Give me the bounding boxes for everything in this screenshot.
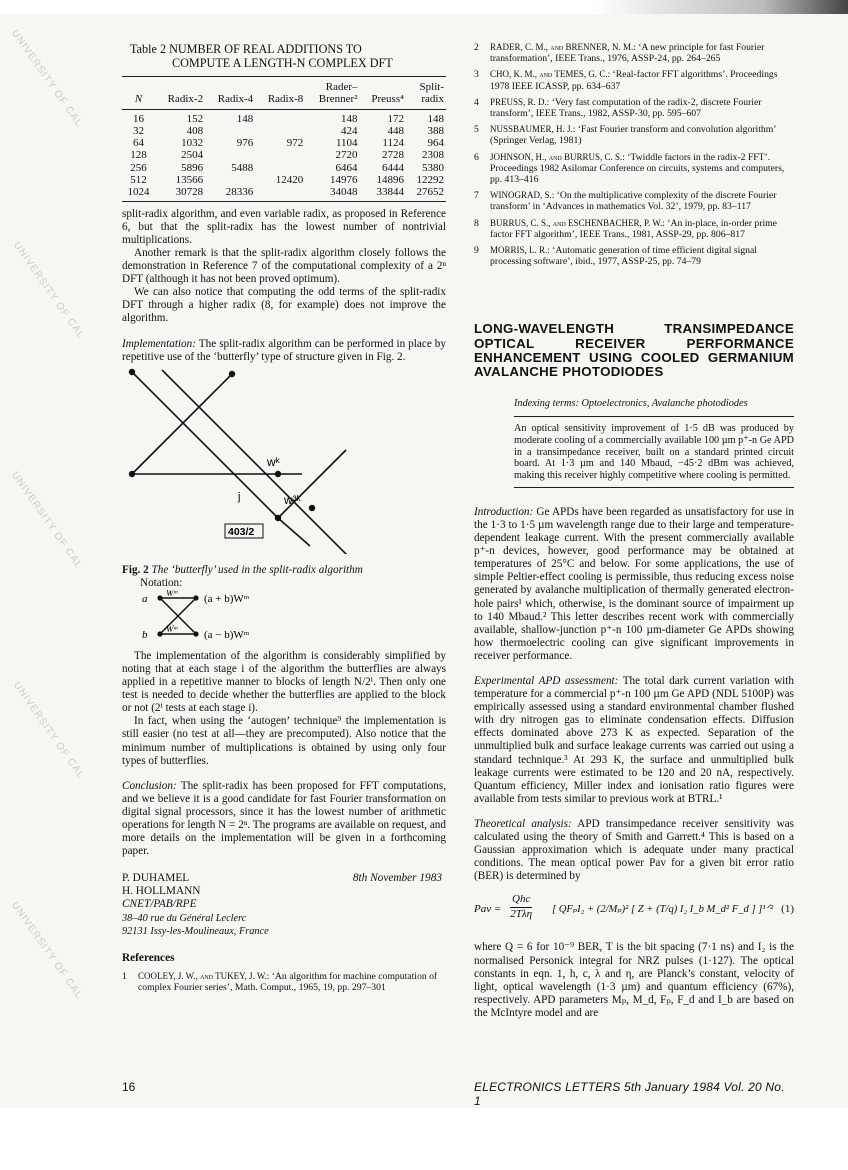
table-row bbox=[122, 162, 446, 174]
table-header-cell: Rader– Brenner² bbox=[305, 77, 359, 110]
table-cell: 6464 bbox=[335, 161, 358, 174]
table-cell: 14896 bbox=[376, 174, 404, 187]
paragraph: Conclusion: The split-radix has been proposed for FFT computations, and we believe it is a good candidate for fast Fourier transformation on digital signal processors, since it has the lowest number of arithmetic operations for length N = 2ⁿ. The programs are available on request, and more details on the implementation will be given in a forthcoming paper. bbox=[122, 779, 446, 858]
butterfly-node bbox=[157, 631, 162, 636]
table-cell: 148 bbox=[236, 112, 254, 125]
left-margin bbox=[0, 0, 100, 1110]
additions-table bbox=[122, 76, 446, 202]
table-cell: 13566 bbox=[175, 174, 204, 187]
table-cell: 34048 bbox=[305, 186, 359, 201]
reference-item: 8 BURRUS, C. S., and ESCHENBACHER, P. W.: ‘An in-place, in-order prime factor FFT algorithm’, IEEE Trans., 1981, ASSP-29, pp. 806–817 bbox=[474, 217, 777, 240]
table-cell: 16 bbox=[133, 112, 144, 125]
scan-edge-top bbox=[0, 0, 848, 14]
equation-1 bbox=[474, 889, 794, 933]
notation-label: Notation: bbox=[140, 576, 183, 589]
twiddle-label: wᵏ bbox=[267, 454, 280, 469]
paragraph: In fact, when using the ‘autogen’ technique⁹ the implementation is still easier (no test at all—they are precomputed). Also notice that the minimum number of multiplications is obtained by using only four types of butterflies. bbox=[122, 715, 446, 767]
table-cell: 512 bbox=[130, 174, 147, 187]
table-cell: 972 bbox=[286, 137, 304, 150]
paragraph: Implementation: The split-radix algorithm can be performed in place by repetitive use of the ‘butterfly’ type of structure given in Fig. 2. bbox=[122, 337, 446, 363]
table-cell: 1124 bbox=[382, 137, 404, 150]
reference-item: 2 RADER, C. M., and BRENNER, N. M.: ‘A new principle for fast Fourier transformation’, IEEE Trans., 1976, ASSP-24, pp. 264–265 bbox=[474, 42, 765, 65]
table-cell: 424 bbox=[341, 124, 358, 137]
table-cell bbox=[205, 174, 255, 186]
butterfly-line bbox=[278, 518, 310, 546]
library-stamp: UNIVERSITY OF CAL bbox=[10, 240, 87, 342]
table-cell bbox=[255, 149, 305, 161]
abstract: An optical sensitivity improvement of 1·5 dB was produced by moderate cooling of a commercially available 100 µm p⁺-n Ge APD in a transimpedance receiver, built on a standard printed circuit board. At 1·3 µm and 140 Mbaud, −45·2 dBm was achieved, making this receiver highly competitive where cooling is permitted. bbox=[514, 423, 794, 482]
twiddle-label: w³ᵏ bbox=[284, 492, 301, 507]
table-cell: 33844 bbox=[360, 186, 406, 201]
table-cell: 5380 bbox=[422, 161, 444, 174]
reference-item: 4 PREUSS, R. D.: ‘Very fast computation of the radix-2, discrete Fourier transform’, IEEE Trans., 1982, ASSP-30, pp. 595–607 bbox=[474, 96, 762, 120]
table-cell bbox=[255, 109, 305, 125]
input-a-label: a bbox=[142, 592, 148, 605]
butterfly-node bbox=[129, 369, 135, 375]
butterfly-line bbox=[132, 372, 278, 518]
paragraph: where Q = 6 for 10⁻⁹ BER, T is the bit spacing (7·1 ns) and I₂ is the normalised Personick integral for NRZ pulses (1·127). The optical constants in eqn. 1, h, c, λ and η, are Planck’s constant, velocity of light, optical wavelength (1·3 µm) and quantum efficiency (67%), respectively. APD parameters Mₚ, M_d, Fₚ, F_d and I_b are based on the McIntyre model and are bbox=[474, 941, 794, 1019]
table-row bbox=[122, 174, 446, 186]
library-stamp: UNIVERSITY OF CAL bbox=[10, 680, 87, 782]
table-cell: 32 bbox=[133, 124, 144, 137]
table-header-cell: Preuss⁴ bbox=[360, 77, 406, 110]
notation-diagram bbox=[140, 590, 340, 650]
table-row bbox=[122, 149, 446, 161]
table-cell bbox=[255, 125, 305, 137]
indexing-terms: Indexing terms: Optoelectronics, Avalanche photodiodes bbox=[514, 397, 794, 417]
reference-list bbox=[474, 42, 794, 267]
abstract-box bbox=[514, 397, 794, 482]
table-cell: 148 bbox=[427, 112, 444, 125]
table-cell: 12420 bbox=[275, 174, 304, 187]
table-cell: 12292 bbox=[416, 174, 444, 187]
equation-number: (1) bbox=[781, 903, 794, 916]
reference-item: 3 CHO, K. M., and TEMES, G. C.: ‘Real-factor FFT algorithms’. Proceedings 1978 IEEE ICASSP, pp. 634–637 bbox=[474, 69, 778, 92]
twiddle-label: Wᵐ bbox=[166, 623, 178, 634]
table-cell: 5896 bbox=[181, 161, 204, 174]
butterfly-figure bbox=[122, 364, 446, 564]
references-heading: References bbox=[122, 951, 175, 964]
reference-item: 6 JOHNSON, H., and BURRUS, C. S.: ‘Twiddle factors in the radix-2 FFT’. Proceedings 1982 Asilomar Conference on circuits, systems and computers, pp. 413–416 bbox=[474, 151, 785, 186]
table-cell: 5488 bbox=[231, 161, 254, 174]
table-header-cell: Radix-8 bbox=[255, 77, 305, 110]
butterfly-node bbox=[275, 515, 281, 521]
input-b-label: b bbox=[142, 628, 148, 641]
table-cell: 30728 bbox=[155, 186, 205, 201]
table-header-row bbox=[122, 77, 446, 110]
table-cell: 448 bbox=[387, 124, 404, 137]
butterfly-node bbox=[193, 595, 198, 600]
table-header-cell: Radix-4 bbox=[205, 77, 255, 110]
paragraph: Another remark is that the split-radix algorithm closely follows the demonstration in Reference 7 of the computational complexity of a 2ⁿ DFT (although it has not been proved optimum). bbox=[122, 246, 446, 286]
table-row bbox=[122, 109, 446, 125]
table-cell: 14976 bbox=[330, 174, 358, 187]
affiliation: CNET/PAB/RPE bbox=[122, 898, 197, 911]
table-cell: 1024 bbox=[122, 186, 155, 201]
table-cell bbox=[205, 149, 255, 161]
paragraph: Experimental APD assessment: The total dark current variation with temperature for a commercial p⁺-n 100 µm Ge APD (NDL 5100P) was empirically assessed using a standard environmental chamber flushed with dry nitrogen gas to eliminate condensation effects. Diffusion effects dominated above 273 K as expected. Separation of the unmultiplied bulk and surface leakage currents was carried out using a standard technique.³ At 293 K, the surface and unmultiplied bulk leakage currents were estimated to be 120 and 20 nA, respectively. Quantum efficiency, Miller index and ionisation ratio figures were available from tests similar to previous work at BTRL.¹ bbox=[474, 675, 794, 805]
table-header-cell: Radix-2 bbox=[155, 77, 205, 110]
table-cell: 6444 bbox=[381, 161, 404, 174]
right-column bbox=[474, 42, 794, 1020]
author-name: H. HOLLMANN bbox=[122, 885, 201, 898]
table-cell bbox=[205, 125, 255, 137]
table-header-cell: Split- radix bbox=[406, 77, 446, 110]
butterfly-node bbox=[193, 631, 198, 636]
table-cell: 2720 bbox=[335, 149, 358, 162]
output-diff-label: (a − b)Wᵐ bbox=[204, 628, 250, 641]
twiddle-label: Wᵐ bbox=[166, 589, 178, 598]
table-cell: 408 bbox=[186, 124, 204, 137]
butterfly-diagram bbox=[122, 364, 446, 554]
equation-fraction: Qhc 2Tλη bbox=[510, 893, 533, 920]
butterfly-node bbox=[309, 505, 315, 511]
table-header-cell: N bbox=[122, 77, 155, 110]
equation-lhs: Pav = bbox=[474, 903, 502, 916]
table-cell: 172 bbox=[387, 112, 404, 125]
received-date: 8th November 1983 bbox=[352, 872, 442, 885]
page-number: 16 bbox=[122, 1080, 136, 1094]
table-row bbox=[122, 137, 446, 149]
table-body bbox=[122, 109, 446, 201]
table-row bbox=[122, 186, 446, 201]
article-headline: LONG-WAVELENGTH TRANSIMPEDANCE OPTICAL RECEIVER PERFORMANCE ENHANCEMENT USING COOLED GERMANIUM AVALANCHE PHOTODIODES bbox=[474, 321, 794, 380]
library-stamp: UNIVERSITY OF CAL bbox=[8, 470, 85, 572]
butterfly-node bbox=[157, 595, 162, 600]
table-cell: 28336 bbox=[205, 186, 255, 201]
abstract-rule bbox=[514, 487, 794, 488]
journal-footer: ELECTRONICS LETTERS 5th January 1984 Vol. 20 No. 1 bbox=[474, 1080, 785, 1108]
author-block bbox=[122, 872, 446, 937]
reference-list bbox=[122, 971, 446, 993]
paragraph: Introduction: Ge APDs have been regarded as unsatisfactory for use in the 1·3 to 1·5 µm wavelength range due to their large and temperature-dependent leakage current. With the present commercially available p⁺-n devices, however, good performance may be obtained at temperatures of 25°C and below. For some applications, the use of simple Peltier-effect cooling is permissible, thus reducing excess noise generated by avalanche multiplication of thermally generated electron-hole pairs¹ which, otherwise, is the dominant source of impairment up to 140 Mbaud.² This letter describes recent work with commercially available, shallow-junction p⁺-n 100 µm-diameter Ge APDs showing how thermoelectric cooling can give significant improvements in receiver performance. bbox=[474, 505, 794, 662]
author-name: P. DUHAMEL bbox=[122, 872, 190, 885]
table-cell: 128 bbox=[130, 149, 147, 162]
table-cell: 1032 bbox=[181, 137, 204, 150]
table-cell: 964 bbox=[427, 137, 444, 150]
paragraph: The implementation of the algorithm is considerably simplified by noting that at each stage i of the algorithm the butterflies are always applied in a repetitive manner to blocks of length N/2ⁱ. Then only one test is needed to decide whether the butterflies are applied to the block or not (2ⁱ tests at each stage i). bbox=[122, 649, 446, 715]
paragraph: We can also notice that computing the odd terms of the split-radix DFT through a higher radix (8, for example) does not improve the algorithm. bbox=[122, 286, 446, 325]
table-cell: 2504 bbox=[181, 149, 204, 162]
reference-item: 5 NUSSBAUMER, H. J.: ‘Fast Fourier transform and convolution algorithm’ (Springer Verlag, 1981) bbox=[474, 124, 776, 147]
table-cell: 1104 bbox=[335, 137, 358, 150]
butterfly-line bbox=[162, 370, 352, 554]
scan-margin-bottom bbox=[0, 1108, 848, 1170]
notation-butterfly bbox=[140, 590, 340, 650]
equation-body: [ QFₚI₂ + (2/Mₚ)² [ Z + (T/q) I₂ I_b M_d² F_d ] ]¹ᐟ² bbox=[552, 904, 774, 916]
table-cell: 388 bbox=[427, 124, 444, 137]
table-cell: 976 bbox=[236, 137, 254, 150]
affiliation: 92131 Issy-les-Moulineaux, France bbox=[122, 925, 269, 937]
left-column bbox=[122, 42, 446, 998]
affiliation: 38–40 rue du Général Leclerc bbox=[122, 912, 247, 924]
reference-item: 9 MORRIS, L. R.: ‘Automatic generation of time efficient digital signal processing software’, ibid., 1977, ASSP-25, pp. 74–79 bbox=[474, 245, 757, 268]
table-cell bbox=[255, 162, 305, 174]
table-cell: 148 bbox=[341, 112, 358, 125]
library-stamp: UNIVERSITY OF CAL bbox=[8, 28, 85, 130]
table-cell: 256 bbox=[130, 161, 147, 174]
output-sum-label: (a + b)Wᵐ bbox=[204, 592, 250, 605]
table-cell: 64 bbox=[133, 137, 144, 150]
table-cell: 152 bbox=[186, 112, 204, 125]
butterfly-node bbox=[275, 471, 281, 477]
paragraph: Theoretical analysis: APD transimpedance receiver sensitivity was calculated using the theory of Smith and Garrett.⁴ This is based on a Gaussian approximation which is adequate under many practical conditions. The mean optical power Pav for a given bit error ratio (BER) is determined by bbox=[474, 817, 795, 883]
reference-item: 1 COOLEY, J. W., and TUKEY, J. W.: ‘An algorithm for machine computation of complex Fourier series’, Math. Comput., 1965, 19, pp. 297–301 bbox=[122, 970, 438, 994]
figure-caption: Fig. 2 The ‘butterfly’ used in the split-radix algorithm bbox=[122, 563, 363, 576]
table-cell: 27652 bbox=[406, 186, 446, 201]
butterfly-node bbox=[229, 371, 235, 377]
figure-code: 403/2 bbox=[228, 525, 255, 538]
table-cell bbox=[255, 186, 305, 201]
butterfly-node bbox=[129, 471, 135, 477]
table-title: Table 2 NUMBER OF REAL ADDITIONS TO COMPUTE A LENGTH-N COMPLEX DFT bbox=[130, 42, 393, 70]
table-cell: 2728 bbox=[381, 149, 404, 162]
node-label: j bbox=[238, 490, 241, 503]
table-cell: 2308 bbox=[422, 149, 444, 162]
table-row bbox=[122, 125, 446, 137]
library-stamp: UNIVERSITY OF CAL bbox=[8, 900, 85, 1002]
paragraph: split-radix algorithm, and even variable radix, as proposed in Reference 6, but that the split-radix has the lowest number of nontrivial multiplications. bbox=[122, 207, 446, 246]
reference-item: 7 WINOGRAD, S.: ‘On the multiplicative complexity of the discrete Fourier transform’ in ‘Advances in mathematics Vol. 32’, 1979, pp. 83–117 bbox=[474, 190, 777, 213]
